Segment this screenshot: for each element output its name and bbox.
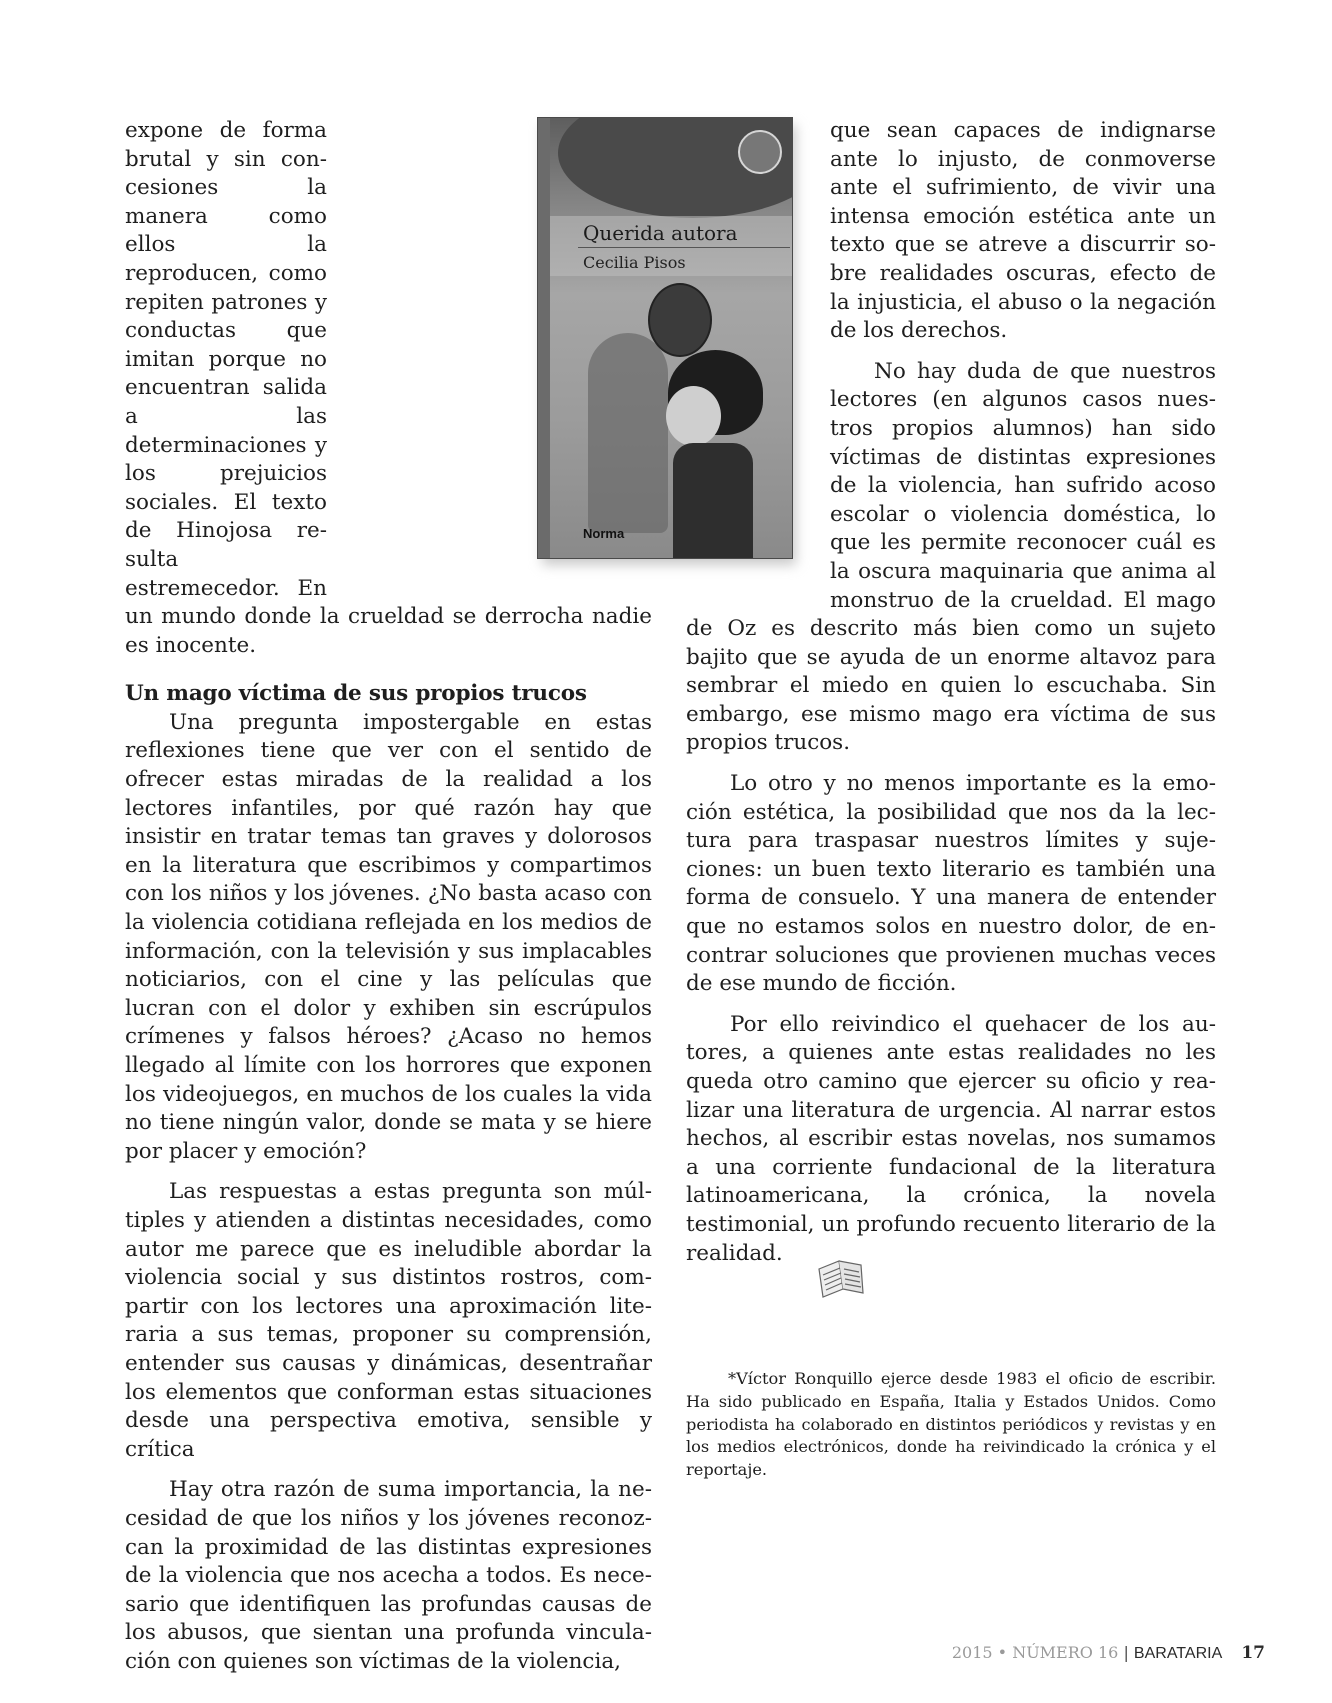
left-paragraph-1: expone de forma brutal y sin concesiones la manera como ellos la reproducen, como repiten patrones y conductas que imitan porque no encuentran salida a las determinaciones y los prejuicios sociales. El texto de Hinojosa resulta estremecedor. En un mundo donde la crueldad se derrocha nadie es inocente. [125, 118, 652, 658]
right-paragraph-3: Lo otro y no menos importante es la emoción estética, la posibilidad que nos da la lectura para traspasar nuestros límites y sujeciones: un buen texto literario es también una forma de consuelo. Y una manera de entender que no estamos solos en nuestro dolor, de encontrar soluciones que provienen muchas veces de ese mundo de ficción. [686, 771, 1216, 997]
folio-issue: 2015 • NÚMERO 16 [951, 1643, 1119, 1662]
section-heading: Un mago víctima de sus propios trucos [125, 681, 587, 707]
page-folio [945, 1643, 1265, 1663]
left-paragraph-2: Una pregunta impostergable en estas reflexiones tiene que ver con el sentido de ofrecer estas miradas de la realidad a los lectores infantiles, por qué razón hay que insistir en tratar temas tan graves y dolorosos en la literatura que escribimos y compartimos con los niños y los jóvenes. ¿No basta acaso con la violencia cotidiana reflejada en los medios de información, con la televisión y sus implacables noticiarios, con el cine y las películas que lucran con el dolor y exhiben sin escrúpulos crímenes y falsos héroes? ¿Acaso no hemos llegado al límite con los horrores que exponen los videojuegos, en muchos de los cuales la vida no tiene ningún valor, donde se mata y se hiere por placer y emoción? [125, 709, 652, 1164]
cover-wrap-space [327, 117, 652, 594]
cover-publisher-logo: Norma [583, 526, 625, 541]
folio-separator: | [1123, 1643, 1129, 1662]
left-column [125, 117, 652, 1676]
folio-magazine: BARATARIA [1133, 1645, 1223, 1662]
left-paragraph-4: Hay otra razón de suma importancia, la necesidad de que los niños y los jóvenes reconozcan la proximidad de las distintas expresiones de la violencia que nos acecha a todos. Es necesario que identifiquen las profundas causas de los abusos, que sientan una profunda vinculación con quienes son víctimas de la violencia, [125, 1477, 652, 1674]
left-paragraph-3: Las respuestas a estas pregunta son múltiples y atienden a distintas necesidades, como autor me parece que es ineludible abordar la violencia social y sus distintos rostros, compartir con los lectores una aproximación literaria a sus temas, proponer su comprensión, entender sus causas y dinámicas, desentrañar los elementos que conforman estas situaciones desde una perspectiva emotiva, sensible y crítica [125, 1179, 652, 1462]
cover-title: Querida autora [583, 221, 738, 245]
footnote-text: *Víctor Ronquillo ejerce desde 1983 el oficio de escribir. Ha sido publicado en España, Italia y Estados Unidos. Como periodista ha colaborado en distintos periódicos y revistas y en los medios electrónicos, donde ha reivindicado la crónica y el reportaje. [686, 1369, 1216, 1480]
right-paragraph-1: que sean capaces de indignarse ante lo injusto, de conmoverse ante el sufrimiento, de vivir una intensa emoción estética ante un texto que se atreve a discurrir sobre realidades oscuras, efecto de la injusticia, el abuso o la negación de los derechos. [830, 118, 1216, 344]
right-paragraph-2: No hay duda de que nuestros lectores (en algunos casos nuestros propios alumnos) han sido víctimas de distintas expresiones de la violencia, han sufrido acoso escolar o violencia doméstica, lo que les permite reconocer cuál es la oscura maquinaria que anima al monstruo de la crueldad. El mago de Oz es descrito más bien como un sujeto bajito que se ayuda de un enorme altavoz para sembrar el miedo en quien lo escuchaba. Sin embargo, ese mismo mago era víctima de sus propios trucos. [686, 358, 1216, 756]
right-paragraph-4: Por ello reivindico el quehacer de los autores, a quienes ante estas realidades no les queda otro camino que ejercer su oficio y realizar una literatura de urgencia. Al narrar estos hechos, al escribir estas novelas, nos sumamos a una corriente fundacional de la literatura latinoamericana, la crónica, la novela testimonial, un profundo recuento literario de la realidad. [686, 1011, 1216, 1266]
page-number: 17 [1241, 1643, 1265, 1663]
cover-wrap-space-right [686, 117, 830, 594]
open-book-icon [815, 1255, 867, 1301]
right-column [686, 117, 1216, 1268]
author-footnote [686, 1368, 1216, 1482]
cover-author: Cecilia Pisos [583, 253, 686, 272]
